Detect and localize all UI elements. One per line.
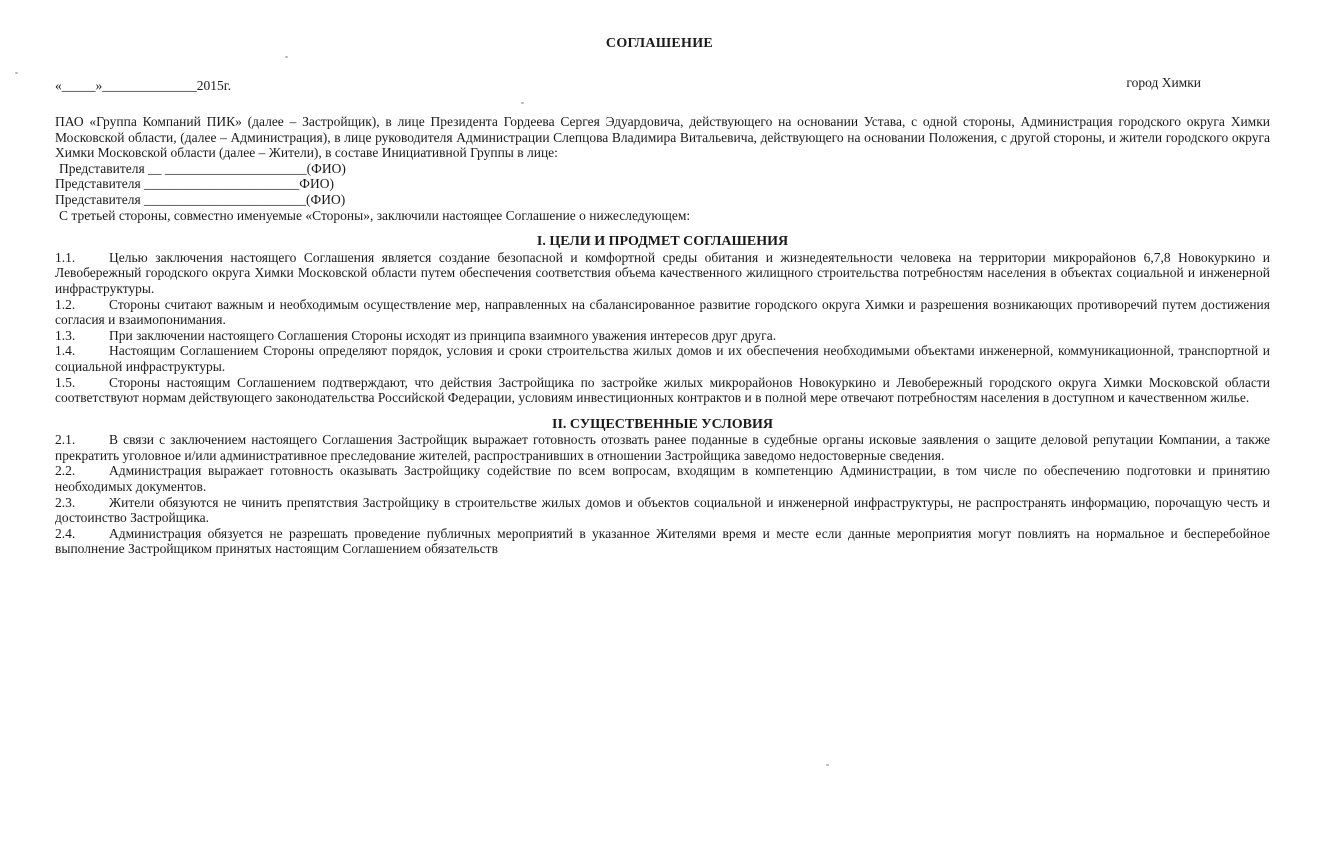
section-heading: II. СУЩЕСТВЕННЫЕ УСЛОВИЯ (552, 416, 773, 432)
clause (55, 463, 1270, 494)
clause (55, 328, 1270, 344)
clause (55, 375, 1270, 406)
city-label: город Химки (1126, 75, 1201, 90)
clause-text: Администрация обязуется не разрешать проведение публичных мероприятий в указанное Жителями время и месте если данные мероприятия могут повлиять на нормальное и бесперебойное выполнение Застройщиком принятых настоящим Соглашением обязательств (55, 525, 1270, 557)
clause-text: Администрация выражает готовность оказывать Застройщику содействие по всем вопросам, входящим в компетенцию Администрации, в том числе по обеспечению подготовки и принятию необходимых документов. (55, 463, 1270, 495)
preamble: ПАО «Группа Компаний ПИК» (далее – Застройщик), в лице Президента Гордеева Сергея Эдуардовича, действующего на основании Устава, с одной стороны, Администрация городского округа Химки Московской области, (далее – Администрация), в лице руководителя Администрации Слепцова Владимира Витальевича, действующего на основании Положения, с другой стороны, и жители городского округа Химки Московской области (далее – Жители), в составе Инициативной Группы в лице: (55, 114, 1270, 161)
clause (55, 495, 1270, 526)
clause-number: 2.3. (55, 494, 76, 510)
clause-number: 2.2. (55, 463, 76, 479)
clause-text: При заключении настоящего Соглашения Стороны исходят из принципа взаимного уважения интересов друг друга. (109, 327, 777, 343)
clause-number: 1.2. (55, 296, 76, 312)
clause-text: Целью заключения настоящего Соглашения является создание безопасной и комфортной среды обитания и жизнедеятельности человека на территории микрорайонов 6,7,8 Новокуркино и Левобережный городского округа Химки Московской области путем обеспечения соответствия объема качественного жилищного строительства потребностям населения в объектах социальной и инженерной инфраструктуры. (55, 249, 1270, 296)
clause (55, 432, 1270, 463)
clause-number: 1.5. (55, 374, 76, 390)
scan-speck (826, 764, 829, 766)
clause-number: 1.3. (55, 327, 76, 343)
scan-speck (285, 56, 288, 58)
clause-text: В связи с заключением настоящего Соглашения Застройщик выражает готовность отозвать ранее поданные в судебные органы исковые заявления о защите деловой репутации Компании, а также прекратить уголовное и/или административное преследование жителей, распространивших в отношении Застройщика заведомо недостоверные сведения. (55, 432, 1270, 463)
clause-text: Жители обязуются не чинить препятствия Застройщику в строительстве жилых домов и объектов социальной и инженерной инфраструктуры, не распространять информацию, порочащую честь и достоинство Застройщика. (55, 494, 1270, 526)
document-body (55, 114, 1270, 557)
section-heading: I. ЦЕЛИ И ПРОДМЕТ СОГЛАШЕНИЯ (536, 234, 789, 250)
clause (55, 526, 1270, 557)
representative-line: Представителя _______________________ФИО) (55, 176, 334, 192)
scan-speck (521, 102, 524, 104)
scan-speck (15, 72, 18, 74)
representative-line: Представителя __ _____________________(ФИО) (59, 160, 346, 176)
document-title: СОГЛАШЕНИЕ (605, 36, 714, 51)
date-line: «_____»______________2015г. (55, 78, 232, 93)
clause (55, 343, 1270, 374)
clause-number: 1.4. (55, 343, 76, 359)
clause-number: 1.1. (55, 249, 76, 265)
clause-text: Настоящим Соглашением Стороны определяют порядок, условия и сроки строительства жилых домов и их обеспечения необходимыми объектами инженерной, коммуникационной, транспортной и социальной инфраструктуры. (55, 343, 1270, 374)
clause-text: Стороны настоящим Соглашением подтверждают, что действия Застройщика по застройке жилых микрорайонов Новокуркино и Левобережный городского округа Химки Московской области соответствуют нормам действующего законодательства Российской Федерации, условиям инвестиционных контрактов и в полной мере отвечают потребностям населения в доступном и качественном жилье. (55, 374, 1270, 406)
clause (55, 250, 1270, 297)
clause-text: Стороны считают важным и необходимым осуществление мер, направленных на сбалансированное развитие городского округа Химки и разрешения возникающих противоречий путем достижения согласия и взаимопонимания. (55, 296, 1270, 328)
clause-number: 2.4. (55, 525, 76, 541)
clause (55, 297, 1270, 328)
representative-line: Представителя ________________________(ФИО) (55, 191, 346, 207)
clause-number: 2.1. (55, 432, 76, 448)
closing-line: С третьей стороны, совместно именуемые «Стороны», заключили настоящее Соглашение о нижеследующем: (59, 207, 691, 223)
